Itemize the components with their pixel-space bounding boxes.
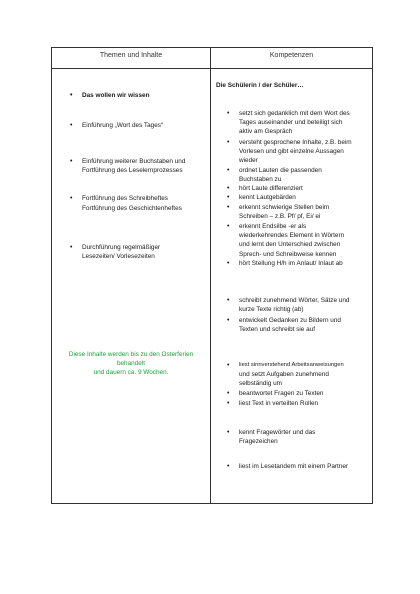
right-item-3-line-2: Buchstaben zu — [239, 176, 282, 184]
right-item-11-line-3: selbständig um — [239, 380, 282, 388]
right-item-1-line-2: Tages auseinander und beteiligt sich — [239, 119, 343, 127]
right-item-7 — [239, 222, 344, 259]
right-item-11-line-1: • liest sinnverstehend Arbeitsanweisungen — [239, 362, 344, 368]
right-item-1-line-3: aktiv am Gespräch — [239, 128, 293, 136]
left-item-5-line-2: Lesezeiten/ Vorlesezeiten — [82, 253, 155, 261]
right-item-4 — [239, 184, 303, 193]
right-item-5-line-1: • kennt Lautgebärden — [239, 194, 296, 201]
right-item-15-line-1: • liest im Lesetandem mit einem Partner — [239, 463, 349, 470]
left-item-5 — [82, 243, 160, 261]
right-item-1-line-1: • setzt sich gedanklich mit dem Wort des — [239, 110, 350, 117]
right-item-11 — [239, 361, 344, 389]
right-item-6 — [239, 203, 329, 221]
right-item-6-line-1: • erkennt schwierige Stellen beim — [239, 204, 330, 211]
left-item-4-line-2: Fortführung des Geschichtenheftes — [82, 205, 182, 213]
column-divider — [210, 48, 211, 503]
right-item-2 — [239, 138, 352, 166]
right-item-2-line-1: • versteht gesprochene Inhalte, z.B. beim — [239, 139, 352, 146]
right-item-6-line-2: Schreiben – z.B. Pf/ pf, Ei/ ei — [239, 213, 321, 221]
green-note-line-3: und dauern ca. 9 Wochen. — [93, 369, 169, 376]
right-item-8-line-1: • hört Stellung H/h im Anlaut/ Inlaut ab — [239, 260, 343, 267]
right-item-7-line-4: Sprech- und Schreibweise kennen — [239, 250, 337, 258]
right-item-7-line-3: und lernt den Unterschied zwischen — [239, 241, 341, 249]
left-item-3-line-2: Fortführung des Leselernprozesses — [82, 167, 183, 175]
competency-table — [51, 47, 373, 504]
green-note-line-2: behandelt — [116, 360, 146, 367]
right-item-15 — [239, 462, 348, 471]
right-item-3-line-1: • ordnet Lauten die passenden — [239, 167, 322, 174]
right-item-9-line-1: • schreibt zunehmend Wörter, Sätze und — [239, 297, 350, 304]
left-item-4-line-1: • Fortführung des Schreibheftes — [82, 195, 168, 202]
header-competencies: Kompetenzen — [269, 52, 314, 59]
right-item-14 — [239, 428, 315, 446]
left-item-4 — [82, 194, 182, 213]
right-item-10 — [239, 316, 341, 334]
right-item-14-line-1: • kennt Fragewörter und das — [239, 429, 316, 436]
right-item-5 — [239, 193, 296, 202]
left-item-3 — [82, 157, 185, 175]
green-note — [52, 350, 210, 377]
right-item-3 — [239, 166, 322, 184]
header-divider — [52, 68, 372, 69]
right-item-14-line-2: Fragezeichen — [239, 438, 278, 446]
right-item-12-line-1: • beantwortet Fragen zu Texten — [239, 390, 324, 397]
right-item-9 — [239, 296, 349, 314]
green-note-line-1: Diese Inhalte werden bis zu den Osterferien — [68, 351, 194, 358]
right-item-2-line-3: wieder — [239, 157, 258, 165]
right-item-8 — [239, 259, 343, 268]
left-item-2: • Einführung „Wort des Tages“ — [82, 121, 163, 130]
competency-subheading: Die Schülerin / der Schüler… — [216, 82, 304, 89]
right-item-13-line-1: • liest Text in verteilten Rollen — [239, 400, 319, 407]
right-item-7-line-2: wiederkehrendes Element in Wörtern — [239, 232, 345, 240]
right-item-10-line-1: • entwickelt Gedanken zu Bildern und — [239, 317, 341, 324]
right-item-2-line-2: Vorlesen und gibt einzelne Aussagen — [239, 148, 344, 156]
right-item-7-line-1: • erkennt Endsilbe -er als — [239, 223, 307, 230]
header-themes: Themen und Inhalte — [99, 52, 163, 59]
right-item-11-line-2: und setzt Aufgaben zunehmend — [239, 371, 329, 379]
right-item-4-line-1: • hört Laute differenziert — [239, 185, 303, 192]
right-item-9-line-2: kurze Texte richtig (ab) — [239, 306, 304, 314]
left-item-1: • Das wollen wir wissen — [82, 91, 149, 100]
left-item-3-line-1: • Einführung weiterer Buchstaben und — [82, 158, 186, 165]
right-item-10-line-2: Texten und schreibt sie auf — [239, 326, 316, 334]
right-item-13 — [239, 399, 318, 408]
left-item-5-line-1: • Durchführung regelmäßiger — [82, 244, 161, 251]
right-item-12 — [239, 389, 323, 398]
right-item-1 — [239, 109, 350, 137]
